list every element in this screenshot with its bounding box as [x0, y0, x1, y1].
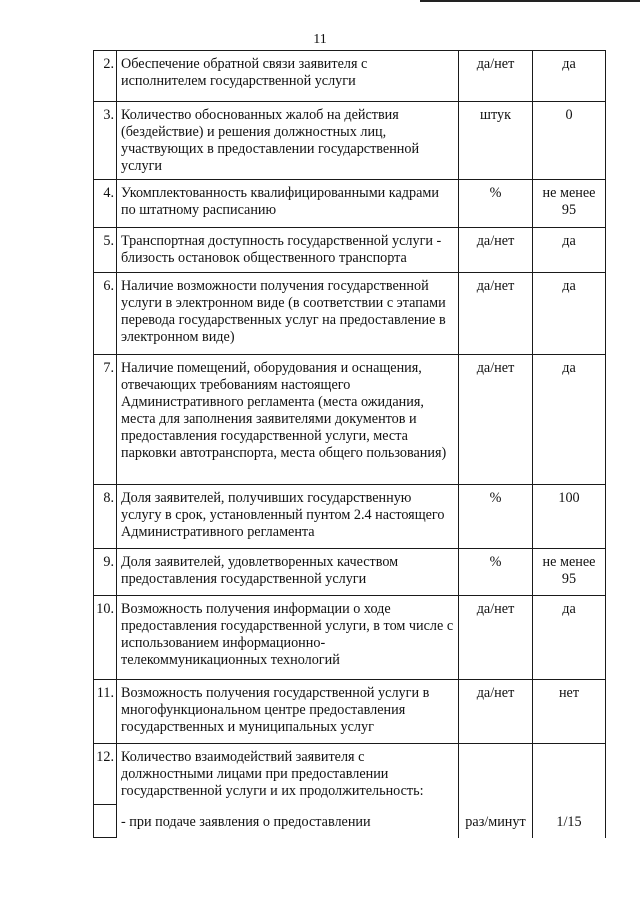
- row-number: 12.: [94, 744, 117, 805]
- row-number: 7.: [94, 355, 117, 485]
- value-cell: 0: [533, 102, 606, 180]
- indicator-name: Укомплектованность квалифицированными кадрами по штатному расписанию: [117, 180, 459, 228]
- value-cell: да: [533, 355, 606, 485]
- value-cell: да: [533, 51, 606, 102]
- table-row: [94, 549, 606, 596]
- indicator-name: Доля заявителей, удовлетворенных качеством предоставления государственной услуги: [117, 549, 459, 596]
- row-number: 4.: [94, 180, 117, 228]
- table-subrow: [94, 805, 606, 838]
- unit-cell: да/нет: [459, 273, 533, 355]
- value-cell: да: [533, 228, 606, 273]
- unit-cell: да/нет: [459, 680, 533, 744]
- row-number: 2.: [94, 51, 117, 102]
- table-row: [94, 180, 606, 228]
- table-row: [94, 355, 606, 485]
- value-cell: [533, 744, 606, 805]
- indicator-name: Возможность получения информации о ходе предоставления государственной услуги, в том числе с использованием информационно-телекоммуникационных технологий: [117, 596, 459, 680]
- subrow-name: - при подаче заявления о предоставлении: [117, 805, 459, 838]
- value-cell: да: [533, 596, 606, 680]
- indicator-name: Возможность получения государственной услуги в многофункциональном центре предоставления государственных и муниципальных услуг: [117, 680, 459, 744]
- table-row: [94, 228, 606, 273]
- table-row: [94, 596, 606, 680]
- indicator-name: Транспортная доступность государственной услуги - близость остановок общественного транспорта: [117, 228, 459, 273]
- top-rule: [420, 0, 640, 2]
- subrow-value: 1/15: [533, 805, 606, 838]
- unit-cell: [459, 744, 533, 805]
- table-row: [94, 51, 606, 102]
- unit-cell: штук: [459, 102, 533, 180]
- indicator-name: Доля заявителей, получивших государственную услугу в срок, установленный пунтом 2.4 настоящего Административного регламента: [117, 485, 459, 549]
- unit-cell: да/нет: [459, 355, 533, 485]
- value-cell: 100: [533, 485, 606, 549]
- indicator-name: Обеспечение обратной связи заявителя с исполнителем государственной услуги: [117, 51, 459, 102]
- indicator-name: Количество обоснованных жалоб на действия (бездействие) и решения должностных лиц, участвующих в предоставлении государственной услуги: [117, 102, 459, 180]
- table-row: [94, 273, 606, 355]
- value-cell: не менее 95: [533, 549, 606, 596]
- indicator-name: Наличие возможности получения государственной услуги в электронном виде (в соответствии с этапами перевода государственных услуг на предоставление в электронном виде): [117, 273, 459, 355]
- unit-cell: да/нет: [459, 596, 533, 680]
- table-row: [94, 485, 606, 549]
- value-cell: да: [533, 273, 606, 355]
- indicator-name: Наличие помещений, оборудования и оснащения, отвечающих требованиям настоящего Административного регламента (места ожидания, места для заполнения заявителями документов и предоставления государственной услуги, места парковки автотранспорта, места общего пользования): [117, 355, 459, 485]
- unit-cell: %: [459, 180, 533, 228]
- indicator-name: Количество взаимодействий заявителя с должностными лицами при предоставлении государственной услуги и их продолжительность:: [117, 744, 459, 805]
- unit-cell: да/нет: [459, 51, 533, 102]
- value-cell: не менее 95: [533, 180, 606, 228]
- row-number: 6.: [94, 273, 117, 355]
- indicators-table: [93, 50, 606, 838]
- row-number: 3.: [94, 102, 117, 180]
- row-number: 8.: [94, 485, 117, 549]
- row-number: 10.: [94, 596, 117, 680]
- row-number: 9.: [94, 549, 117, 596]
- table-row: [94, 102, 606, 180]
- table-row: [94, 744, 606, 805]
- row-number: 11.: [94, 680, 117, 744]
- unit-cell: да/нет: [459, 228, 533, 273]
- unit-cell: %: [459, 549, 533, 596]
- row-number: 5.: [94, 228, 117, 273]
- value-cell: нет: [533, 680, 606, 744]
- table-row: [94, 680, 606, 744]
- unit-cell: %: [459, 485, 533, 549]
- subrow-unit: раз/минут: [459, 805, 533, 838]
- page-number: 11: [313, 32, 327, 47]
- row-number-empty: [94, 805, 117, 838]
